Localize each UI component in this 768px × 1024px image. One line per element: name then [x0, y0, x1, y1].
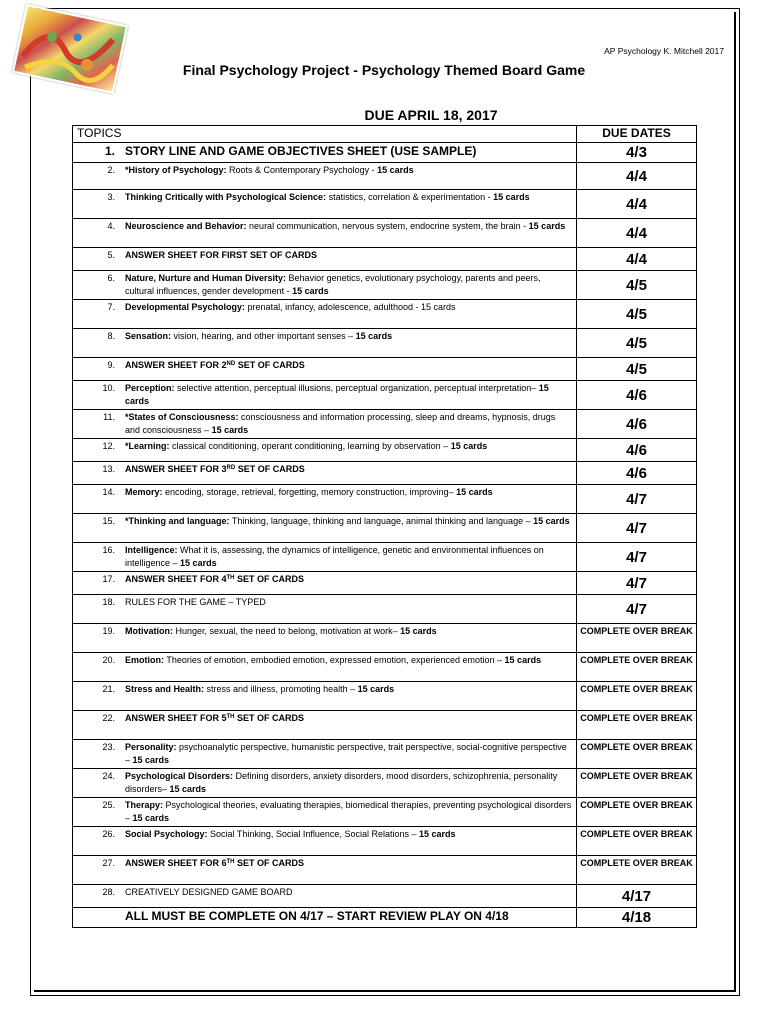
topic-title: *Thinking and language: — [125, 516, 230, 526]
card-count: 15 cards — [355, 331, 393, 341]
due-date: 4/4 — [577, 248, 697, 271]
topic-number: 6. — [107, 273, 115, 283]
topic-title: *States of Consciousness: — [125, 412, 239, 422]
due-date: 4/4 — [577, 219, 697, 248]
topic-number: 8. — [107, 331, 115, 341]
table-row — [73, 595, 697, 624]
topic-number: 23. — [102, 742, 115, 752]
topic-title: Perception: — [125, 383, 175, 393]
topic-number: 5. — [107, 250, 115, 260]
due-date: COMPLETE OVER BREAK — [577, 624, 697, 653]
topic-title-end: SET OF CARDS — [235, 464, 305, 474]
topic-cell — [73, 271, 577, 300]
topic-cell — [73, 410, 577, 439]
due-date: COMPLETE OVER BREAK — [577, 769, 697, 798]
topic-title-end: SET OF CARDS — [234, 574, 305, 584]
table-row — [73, 653, 697, 682]
due-date: 4/7 — [577, 572, 697, 595]
final-row — [73, 908, 697, 928]
topic-cell — [73, 769, 577, 798]
topic-cell — [73, 219, 577, 248]
topic-description: Hunger, sexual, the need to belong, motivation at work– — [173, 626, 401, 636]
topic-number: 21. — [102, 684, 115, 694]
topic-description: prenatal, infancy, adolescence, adulthood - 15 cards — [245, 302, 456, 312]
card-count: 15 cards — [400, 626, 437, 636]
table-row — [73, 485, 697, 514]
topic-description: consciousness and information processing, sleep and dreams, hypnosis, drugs and consciousness – — [125, 412, 556, 435]
due-date: COMPLETE OVER BREAK — [577, 682, 697, 711]
card-count: 15 cards — [528, 221, 566, 231]
topic-cell — [73, 329, 577, 358]
topic-description: Psychological theories, evaluating therapies, biomedical therapies, preventing psychological disorders – — [125, 800, 572, 823]
topic-description: Theories of emotion, embodied emotion, expressed emotion, experienced emotion – — [164, 655, 505, 665]
table-row — [73, 329, 697, 358]
table-row — [73, 572, 697, 595]
topic-description: RULES FOR THE GAME – TYPED — [125, 597, 266, 607]
topic-number: 11. — [103, 412, 115, 422]
topic-number: 7. — [107, 302, 115, 312]
ordinal-suffix: TH — [226, 714, 235, 720]
ordinal-suffix: TH — [226, 859, 235, 865]
topic-title: *Learning: — [125, 441, 170, 451]
table-row — [73, 462, 697, 485]
topic-number: 22. — [102, 713, 115, 723]
due-date: 4/7 — [577, 595, 697, 624]
card-count: 15 cards — [125, 383, 549, 406]
topic-description: selective attention, perceptual illusions, perceptual organization, perceptual interpretation– — [174, 383, 539, 393]
topic-description: encoding, storage, retrieval, forgetting, memory construction, improving– — [162, 487, 457, 497]
topic-cell — [73, 653, 577, 682]
topic-cell — [73, 827, 577, 856]
topic-description: Roots & Contemporary Psychology - — [226, 165, 378, 175]
table-body — [73, 143, 697, 928]
table-header-row — [73, 126, 697, 143]
topic-cell — [73, 439, 577, 462]
topic-description: What it is, assessing, the dynamics of intelligence, genetic and environmental influences on intelligence – — [125, 545, 544, 568]
card-count: 15 cards — [533, 516, 570, 526]
topic-title: Thinking Critically with Psychological Science: — [125, 192, 327, 202]
topic-title: Nature, Nurture and Human Diversity: — [125, 273, 287, 283]
due-date: COMPLETE OVER BREAK — [577, 711, 697, 740]
due-date: 4/6 — [577, 381, 697, 410]
due-date: COMPLETE OVER BREAK — [577, 798, 697, 827]
topic-cell — [73, 163, 577, 190]
topic-title: *History of Psychology: — [125, 165, 227, 175]
table-row — [73, 682, 697, 711]
due-date: COMPLETE OVER BREAK — [577, 740, 697, 769]
card-count: 15 cards — [357, 684, 395, 694]
topic-cell — [73, 740, 577, 769]
topic-cell — [73, 572, 577, 595]
ordinal-suffix: ND — [226, 361, 236, 367]
topic-number: 10. — [102, 383, 115, 393]
table-row — [73, 514, 697, 543]
topic-cell — [73, 514, 577, 543]
card-count: 15 cards — [418, 829, 456, 839]
author-credit: AP Psychology K. Mitchell 2017 — [604, 46, 724, 56]
topic-title: Intelligence: — [125, 545, 178, 555]
table-row — [73, 827, 697, 856]
topics-table — [72, 125, 697, 928]
due-date: 4/3 — [577, 143, 697, 163]
topic-cell — [73, 798, 577, 827]
table-row — [73, 798, 697, 827]
topic-number: 17. — [102, 574, 115, 584]
card-count: 15 cards — [456, 487, 493, 497]
topic-title: ANSWER SHEET FOR 3 — [125, 464, 227, 474]
card-count: 15 cards — [132, 812, 170, 823]
final-note: ALL MUST BE COMPLETE ON 4/17 – START REVIEW PLAY ON 4/18 — [73, 908, 577, 928]
due-date: 4/4 — [577, 190, 697, 219]
due-date: 4/6 — [577, 462, 697, 485]
topic-title: Developmental Psychology: — [125, 302, 246, 312]
topic-cell — [73, 358, 577, 381]
table-row — [73, 410, 697, 439]
table-row — [73, 190, 697, 219]
topic-description: stress and illness, promoting health – — [204, 684, 358, 694]
table-row — [73, 885, 697, 908]
table-row — [73, 163, 697, 190]
topic-number: 1. — [104, 144, 115, 158]
topic-description: Thinking, language, thinking and language, animal thinking and language – — [229, 516, 534, 526]
card-count: 15 cards — [211, 424, 249, 435]
table-row — [73, 271, 697, 300]
due-date: 4/7 — [577, 543, 697, 572]
topic-number: 12. — [102, 441, 115, 451]
topic-title: Neuroscience and Behavior: — [125, 221, 247, 231]
due-date: 4/7 — [577, 485, 697, 514]
topic-description: vision, hearing, and other important senses – — [171, 331, 356, 341]
topic-cell — [73, 711, 577, 740]
topic-cell — [73, 381, 577, 410]
table-row — [73, 543, 697, 572]
topic-number: 20. — [102, 655, 115, 665]
table-row — [73, 856, 697, 885]
due-date: 4/5 — [577, 271, 697, 300]
topic-cell — [73, 624, 577, 653]
topic-title-end: SET OF CARDS — [234, 713, 305, 723]
topic-cell — [73, 856, 577, 885]
topic-cell — [73, 462, 577, 485]
topic-title: STORY LINE AND GAME OBJECTIVES SHEET (USE SAMPLE) — [125, 144, 477, 158]
topic-title: ANSWER SHEET FOR 2 — [125, 360, 227, 370]
due-date: 4/4 — [577, 163, 697, 190]
topic-number: 16. — [102, 545, 115, 555]
topic-cell — [73, 885, 577, 908]
topic-title: Therapy: — [125, 800, 164, 810]
topic-title: Stress and Health: — [125, 684, 205, 694]
ordinal-suffix: TH — [226, 575, 235, 581]
topic-number: 2. — [107, 165, 115, 175]
topic-cell — [73, 485, 577, 514]
due-date: 4/5 — [577, 300, 697, 329]
topic-title: ANSWER SHEET FOR 4 — [125, 574, 227, 584]
due-dates-header: DUE DATES — [577, 126, 697, 143]
topic-title: Memory: — [125, 487, 163, 497]
table-row — [73, 439, 697, 462]
card-count: 15 cards — [504, 655, 542, 665]
topic-description: neural communication, nervous system, endocrine system, the brain - — [246, 221, 529, 231]
table-row — [73, 300, 697, 329]
table-row — [73, 358, 697, 381]
topic-number: 13. — [102, 464, 115, 474]
due-date: 4/5 — [577, 329, 697, 358]
topics-header: TOPICS — [73, 126, 577, 143]
topic-number: 28. — [102, 887, 115, 897]
topic-cell — [73, 595, 577, 624]
page-title: Final Psychology Project - Psychology Themed Board Game — [182, 62, 586, 78]
topic-title: ANSWER SHEET FOR 5 — [125, 713, 227, 723]
topic-cell — [73, 543, 577, 572]
final-date: 4/18 — [577, 908, 697, 928]
topic-cell — [73, 190, 577, 219]
topic-number: 27. — [102, 858, 115, 868]
due-date: 4/6 — [577, 439, 697, 462]
card-count: 15 cards — [493, 192, 530, 202]
card-count: 15 cards — [292, 285, 329, 296]
topic-number: 4. — [107, 221, 115, 231]
topic-title-end: SET OF CARDS — [234, 858, 305, 868]
topic-number: 24. — [102, 771, 115, 781]
topic-number: 19. — [102, 626, 115, 636]
topic-description: Social Thinking, Social Influence, Social Relations – — [207, 829, 419, 839]
table-row — [73, 624, 697, 653]
topic-number: 14. — [102, 487, 115, 497]
topic-cell — [73, 143, 577, 163]
due-date: COMPLETE OVER BREAK — [577, 827, 697, 856]
card-count: 15 cards — [450, 441, 488, 451]
table-row — [73, 248, 697, 271]
card-count: 15 cards — [377, 165, 414, 175]
due-date: 4/7 — [577, 514, 697, 543]
topic-title: Emotion: — [125, 655, 164, 665]
topic-title: ANSWER SHEET FOR 6 — [125, 858, 227, 868]
table-row — [73, 143, 697, 163]
topic-description: classical conditioning, operant conditioning, learning by observation – — [169, 441, 451, 451]
due-date: COMPLETE OVER BREAK — [577, 653, 697, 682]
topic-title: Personality: — [125, 742, 177, 752]
topic-number: 25. — [102, 800, 115, 810]
card-count: 15 cards — [132, 754, 170, 765]
topic-number: 18. — [102, 597, 115, 607]
topic-title: Sensation: — [125, 331, 172, 341]
ordinal-suffix: RD — [226, 465, 236, 471]
due-date: 4/5 — [577, 358, 697, 381]
topic-number: 15. — [102, 516, 115, 526]
topic-description: Defining disorders, anxiety disorders, mood disorders, schizophrenia, personality disorders– — [125, 771, 558, 794]
topic-number: 3. — [107, 192, 115, 202]
topic-description: Behavior genetics, evolutionary psychology, parents and peers, cultural influences, gender development - — [125, 273, 541, 296]
due-date: 4/6 — [577, 410, 697, 439]
table-row — [73, 740, 697, 769]
card-count: 15 cards — [180, 557, 217, 568]
topic-cell — [73, 248, 577, 271]
topic-cell — [73, 300, 577, 329]
due-date: 4/17 — [577, 885, 697, 908]
topic-title: Motivation: — [125, 626, 173, 636]
topic-title: Social Psychology: — [125, 829, 208, 839]
due-date: COMPLETE OVER BREAK — [577, 856, 697, 885]
topic-description: CREATIVELY DESIGNED GAME BOARD — [125, 887, 293, 897]
due-date-heading: DUE APRIL 18, 2017 — [364, 107, 498, 123]
topic-title: ANSWER SHEET FOR FIRST SET OF CARDS — [125, 250, 318, 260]
topic-title-end: SET OF CARDS — [235, 360, 305, 370]
table-row — [73, 381, 697, 410]
topic-number: 26. — [102, 829, 115, 839]
card-count: 15 cards — [169, 783, 207, 794]
topic-number: 9. — [107, 360, 115, 370]
table-row — [73, 219, 697, 248]
table-row — [73, 711, 697, 740]
topic-title: Psychological Disorders: — [125, 771, 234, 781]
topic-cell — [73, 682, 577, 711]
topic-description: psychoanalytic perspective, humanistic perspective, trait perspective, social-cognitive perspective – — [125, 742, 567, 765]
topic-description: statistics, correlation & experimentation - — [326, 192, 494, 202]
table-row — [73, 769, 697, 798]
